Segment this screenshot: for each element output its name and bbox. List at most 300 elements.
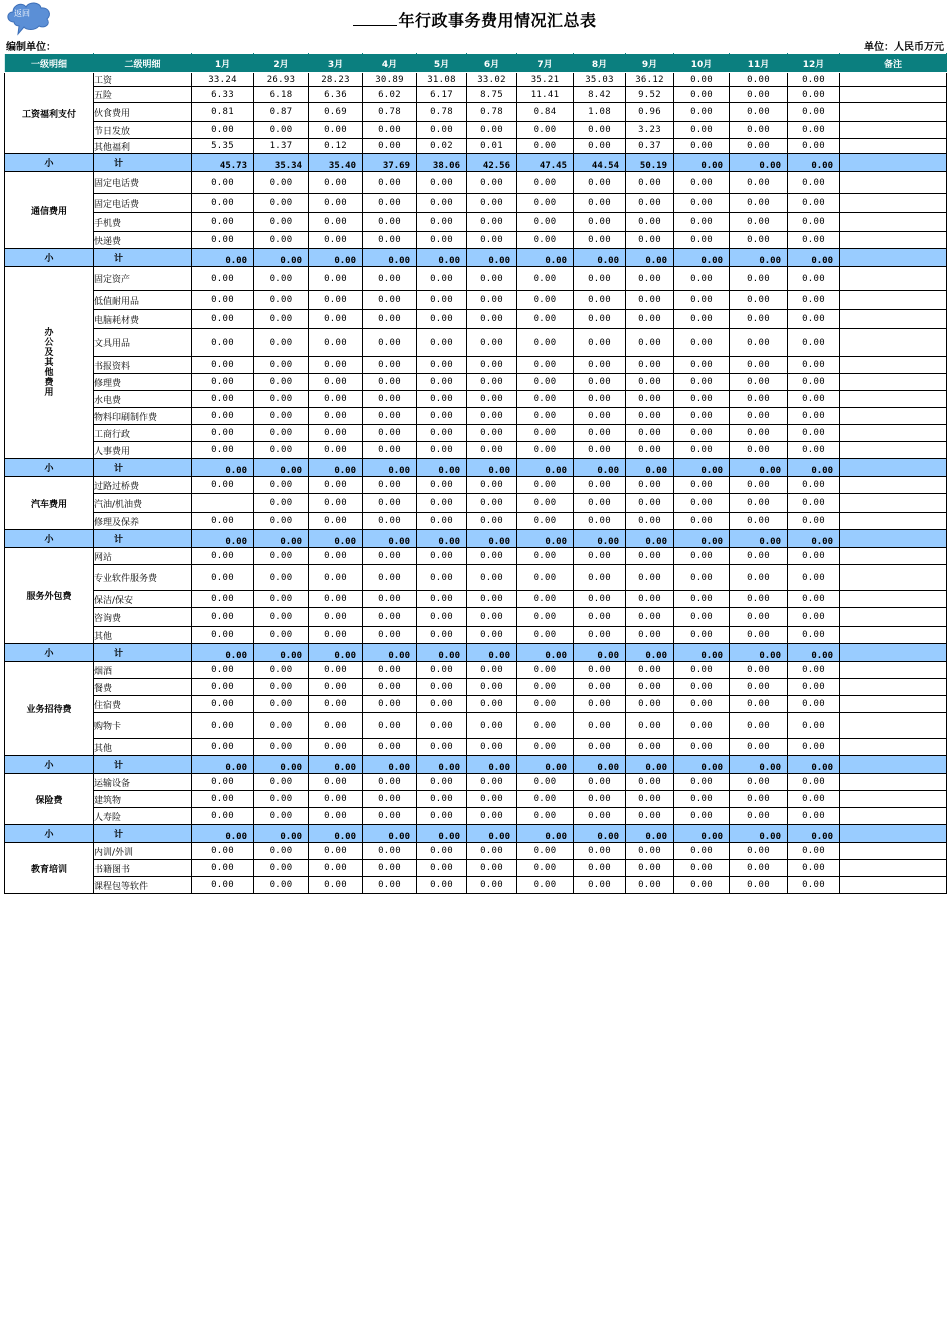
item-cell: 人事费用 [94,442,192,459]
note-cell [840,154,947,172]
subtotal-value: 0.00 [363,756,417,774]
value-cell: 0.00 [417,791,467,808]
value-cell: 0.00 [730,591,788,608]
value-cell: 0.00 [309,357,363,374]
value-cell: 0.00 [417,608,467,627]
value-cell: 0.00 [574,232,626,249]
value-cell: 0.00 [467,329,517,357]
item-cell: 网站 [94,548,192,565]
value-cell: 0.00 [363,232,417,249]
value-cell: 0.00 [517,194,574,213]
value-cell: 0.00 [192,122,254,139]
value-cell: 0.00 [363,565,417,591]
value-cell: 8.42 [574,87,626,103]
value-cell: 0.00 [254,774,309,791]
value-cell: 0.00 [254,591,309,608]
value-cell: 0.00 [788,843,840,860]
value-cell: 35.03 [574,73,626,87]
value-cell: 0.00 [788,172,840,194]
value-cell: 0.00 [254,696,309,713]
value-cell: 0.00 [417,122,467,139]
value-cell: 0.00 [309,494,363,513]
value-cell: 0.00 [417,329,467,357]
item-cell: 工商行政 [94,425,192,442]
value-cell: 0.00 [517,310,574,329]
value-cell: 0.00 [730,548,788,565]
value-cell: 0.00 [730,232,788,249]
value-cell: 0.00 [467,739,517,756]
value-cell: 0.00 [517,696,574,713]
value-cell: 0.00 [788,565,840,591]
value-cell: 0.00 [192,565,254,591]
value-cell: 0.00 [730,425,788,442]
unit-label: 单位：人民币万元 [864,42,944,53]
note-cell [840,679,947,696]
value-cell: 0.00 [417,548,467,565]
value-cell: 0.00 [730,877,788,894]
subtotal-row [5,825,947,843]
value-cell: 0.00 [254,408,309,425]
subtotal-value: 0.00 [309,825,363,843]
subtotal-value: 0.00 [363,530,417,548]
value-cell: 9.52 [626,87,674,103]
value-cell: 0.00 [417,232,467,249]
value-cell: 0.00 [517,739,574,756]
value-cell: 0.00 [788,232,840,249]
subtotal-value: 38.06 [417,154,467,172]
value-cell: 0.00 [626,877,674,894]
table-row [5,232,947,249]
column-header: 8月 [574,54,626,73]
category-cell: 工资福利支付 [5,73,94,154]
value-cell: 1.08 [574,103,626,122]
value-cell: 0.00 [467,679,517,696]
value-cell: 0.00 [192,860,254,877]
value-cell: 0.00 [674,391,730,408]
value-cell: 0.00 [730,791,788,808]
value-cell: 0.00 [788,391,840,408]
value-cell: 0.00 [517,442,574,459]
table-row [5,662,947,679]
value-cell: 0.00 [309,877,363,894]
value-cell: 5.35 [192,139,254,154]
value-cell: 0.00 [363,139,417,154]
value-cell: 0.00 [788,662,840,679]
table-row [5,739,947,756]
value-cell: 0.00 [626,425,674,442]
value-cell: 0.00 [309,213,363,232]
item-cell: 电脑耗材费 [94,310,192,329]
year-blank [353,11,397,26]
value-cell: 0.00 [674,739,730,756]
value-cell: 0.00 [730,87,788,103]
subtotal-value: 0.00 [467,644,517,662]
value-cell: 0.00 [467,591,517,608]
note-cell [840,739,947,756]
value-cell: 0.00 [363,477,417,494]
value-cell: 0.00 [730,442,788,459]
table-row [5,565,947,591]
value-cell: 0.00 [363,808,417,825]
value-cell: 0.00 [309,310,363,329]
value-cell: 0.00 [788,679,840,696]
value-cell: 0.00 [730,139,788,154]
value-cell: 0.00 [626,565,674,591]
value-cell: 0.00 [788,357,840,374]
value-cell: 0.00 [467,843,517,860]
table-row [5,425,947,442]
note-cell [840,139,947,154]
value-cell [192,494,254,513]
value-cell: 0.00 [574,679,626,696]
subtotal-value: 0.00 [467,249,517,267]
subtotal-value: 0.00 [674,644,730,662]
subtotal-value: 0.00 [517,644,574,662]
subtotal-value: 0.00 [254,825,309,843]
subtotal-value: 42.56 [467,154,517,172]
value-cell: 0.00 [417,860,467,877]
value-cell: 0.00 [674,425,730,442]
value-cell: 0.00 [254,291,309,310]
value-cell: 0.00 [517,139,574,154]
value-cell: 0.00 [788,442,840,459]
value-cell: 0.00 [517,232,574,249]
table-row [5,713,947,739]
item-cell: 过路过桥费 [94,477,192,494]
value-cell: 0.00 [574,194,626,213]
value-cell: 0.78 [363,103,417,122]
value-cell: 0.00 [574,329,626,357]
value-cell: 0.12 [309,139,363,154]
note-cell [840,291,947,310]
table-row [5,391,947,408]
subtotal-value: 0.00 [788,459,840,477]
value-cell: 0.00 [574,627,626,644]
value-cell: 0.00 [788,627,840,644]
value-cell: 0.00 [674,696,730,713]
table-row [5,843,947,860]
value-cell: 0.00 [517,357,574,374]
value-cell: 0.00 [309,194,363,213]
subtotal-label-a: 小 [5,530,94,548]
value-cell: 0.00 [788,696,840,713]
value-cell: 0.00 [363,425,417,442]
note-cell [840,477,947,494]
value-cell: 0.00 [788,494,840,513]
value-cell: 0.00 [730,172,788,194]
value-cell: 0.00 [788,139,840,154]
value-cell: 0.00 [517,843,574,860]
table-row [5,172,947,194]
table-row [5,291,947,310]
value-cell: 0.00 [730,513,788,530]
note-cell [840,442,947,459]
subtotal-row [5,756,947,774]
value-cell: 0.00 [730,696,788,713]
note-cell [840,494,947,513]
value-cell: 0.00 [674,860,730,877]
value-cell: 0.00 [626,477,674,494]
value-cell: 0.00 [626,291,674,310]
value-cell: 0.00 [626,408,674,425]
value-cell: 0.00 [674,565,730,591]
value-cell: 0.81 [192,103,254,122]
value-cell: 0.00 [254,513,309,530]
subtotal-value: 0.00 [363,459,417,477]
category-cell: 汽车费用 [5,477,94,530]
value-cell: 0.69 [309,103,363,122]
value-cell: 0.00 [467,310,517,329]
value-cell: 0.00 [517,713,574,739]
value-cell: 0.00 [626,739,674,756]
value-cell: 0.00 [626,548,674,565]
value-cell: 0.00 [467,408,517,425]
value-cell: 0.00 [788,425,840,442]
table-row [5,591,947,608]
value-cell: 0.00 [363,391,417,408]
value-cell: 0.00 [192,213,254,232]
subtotal-value: 0.00 [417,644,467,662]
subtotal-value: 0.00 [788,530,840,548]
note-cell [840,756,947,774]
value-cell: 0.00 [626,374,674,391]
value-cell: 0.00 [626,627,674,644]
item-cell: 保洁/保安 [94,591,192,608]
value-cell: 0.00 [574,808,626,825]
value-cell: 0.00 [730,860,788,877]
value-cell: 0.00 [674,591,730,608]
value-cell: 0.00 [192,627,254,644]
value-cell: 0.00 [467,232,517,249]
value-cell: 0.00 [574,713,626,739]
table-row [5,608,947,627]
subtotal-value: 0.00 [574,530,626,548]
page-title-text: 年行政事务费用情况汇总表 [398,11,597,30]
value-cell: 0.00 [192,679,254,696]
value-cell: 0.00 [363,194,417,213]
value-cell: 0.00 [254,662,309,679]
value-cell: 0.02 [417,139,467,154]
value-cell: 0.00 [309,442,363,459]
value-cell: 0.00 [467,122,517,139]
subtotal-label-b: 计 [94,154,192,172]
value-cell: 0.00 [363,627,417,644]
value-cell: 0.00 [517,408,574,425]
value-cell: 0.00 [309,662,363,679]
item-cell: 固定电话费 [94,172,192,194]
value-cell: 0.00 [730,713,788,739]
value-cell: 0.00 [574,291,626,310]
value-cell: 6.36 [309,87,363,103]
value-cell: 0.00 [467,565,517,591]
value-cell: 0.00 [674,139,730,154]
item-cell: 建筑物 [94,791,192,808]
value-cell: 0.00 [417,310,467,329]
item-cell: 购物卡 [94,713,192,739]
note-cell [840,103,947,122]
value-cell: 0.00 [467,267,517,291]
subtotal-value: 0.00 [417,825,467,843]
subtotal-label-b: 计 [94,644,192,662]
value-cell: 0.00 [363,860,417,877]
subtotal-value: 0.00 [626,249,674,267]
value-cell: 0.00 [363,291,417,310]
value-cell: 0.00 [467,713,517,739]
value-cell: 0.00 [467,513,517,530]
value-cell: 0.00 [788,477,840,494]
value-cell: 0.00 [467,194,517,213]
value-cell: 0.00 [517,513,574,530]
value-cell: 0.00 [788,791,840,808]
value-cell: 0.00 [192,267,254,291]
column-header: 12月 [788,54,840,73]
value-cell: 0.00 [674,808,730,825]
value-cell: 0.00 [363,696,417,713]
note-cell [840,391,947,408]
value-cell: 0.00 [467,696,517,713]
value-cell: 0.01 [467,139,517,154]
category-cell: 服务外包费 [5,548,94,644]
value-cell: 31.08 [417,73,467,87]
value-cell: 0.00 [254,608,309,627]
value-cell: 0.00 [192,877,254,894]
value-cell: 0.00 [192,232,254,249]
item-cell: 低值耐用品 [94,291,192,310]
note-cell [840,249,947,267]
value-cell: 0.00 [574,139,626,154]
note-cell [840,530,947,548]
value-cell: 0.00 [417,774,467,791]
subtotal-value: 0.00 [788,825,840,843]
subtotal-value: 50.19 [626,154,674,172]
item-cell: 书报资料 [94,357,192,374]
note-cell [840,608,947,627]
value-cell: 0.00 [309,860,363,877]
value-cell: 0.96 [626,103,674,122]
value-cell: 0.00 [467,442,517,459]
value-cell: 0.00 [309,627,363,644]
value-cell: 35.21 [517,73,574,87]
column-header: 11月 [730,54,788,73]
value-cell: 0.00 [674,408,730,425]
table-row [5,696,947,713]
value-cell: 0.00 [254,679,309,696]
value-cell: 6.33 [192,87,254,103]
value-cell: 0.00 [192,408,254,425]
value-cell: 0.00 [192,548,254,565]
value-cell: 0.00 [788,374,840,391]
table-row [5,329,947,357]
value-cell: 0.00 [788,329,840,357]
subtotal-value: 0.00 [626,530,674,548]
value-cell: 0.00 [309,591,363,608]
note-cell [840,459,947,477]
value-cell: 0.00 [417,408,467,425]
column-header: 2月 [254,54,309,73]
value-cell: 0.00 [467,627,517,644]
column-header: 10月 [674,54,730,73]
value-cell: 0.00 [626,662,674,679]
value-cell: 0.00 [254,791,309,808]
category-cell: 教育培训 [5,843,94,894]
value-cell: 0.00 [674,291,730,310]
table-row [5,408,947,425]
column-header: 9月 [626,54,674,73]
table-row [5,679,947,696]
value-cell: 0.00 [626,774,674,791]
value-cell: 0.00 [626,713,674,739]
subtotal-row [5,459,947,477]
table-row [5,194,947,213]
note-cell [840,172,947,194]
subtotal-value: 0.00 [254,530,309,548]
value-cell: 0.00 [309,513,363,530]
value-cell: 0.00 [626,513,674,530]
value-cell: 0.00 [730,608,788,627]
value-cell: 0.00 [626,329,674,357]
value-cell: 0.00 [674,608,730,627]
note-cell [840,73,947,87]
value-cell: 0.00 [254,213,309,232]
value-cell: 0.00 [626,494,674,513]
value-cell: 0.00 [254,477,309,494]
note-cell [840,808,947,825]
value-cell: 0.00 [363,374,417,391]
value-cell: 0.00 [417,357,467,374]
subtotal-value: 0.00 [674,756,730,774]
value-cell: 0.00 [730,477,788,494]
subtotal-value: 0.00 [254,644,309,662]
value-cell: 0.00 [309,679,363,696]
value-cell: 0.00 [309,843,363,860]
item-cell: 汽油/机油费 [94,494,192,513]
value-cell: 0.00 [574,442,626,459]
value-cell: 0.00 [254,329,309,357]
subtotal-value: 0.00 [730,825,788,843]
value-cell: 0.00 [674,87,730,103]
category-cell: 保险费 [5,774,94,825]
subtotal-value: 0.00 [517,756,574,774]
value-cell: 0.00 [417,843,467,860]
value-cell: 0.00 [192,291,254,310]
value-cell: 28.23 [309,73,363,87]
subtotal-value: 0.00 [192,249,254,267]
table-row [5,877,947,894]
value-cell: 0.37 [626,139,674,154]
value-cell: 0.00 [363,513,417,530]
value-cell: 0.00 [363,122,417,139]
table-row [5,374,947,391]
value-cell: 0.00 [467,357,517,374]
value-cell: 0.00 [309,291,363,310]
note-cell [840,122,947,139]
subtotal-value: 0.00 [574,249,626,267]
value-cell: 0.00 [417,662,467,679]
value-cell: 0.00 [730,494,788,513]
subtotal-value: 0.00 [730,154,788,172]
note-cell [840,860,947,877]
note-cell [840,310,947,329]
subtotal-label-b: 计 [94,756,192,774]
value-cell: 0.00 [626,391,674,408]
value-cell: 0.00 [788,103,840,122]
value-cell: 3.23 [626,122,674,139]
item-cell: 水电费 [94,391,192,408]
value-cell: 0.00 [730,843,788,860]
value-cell: 6.02 [363,87,417,103]
note-cell [840,213,947,232]
value-cell: 0.00 [467,808,517,825]
